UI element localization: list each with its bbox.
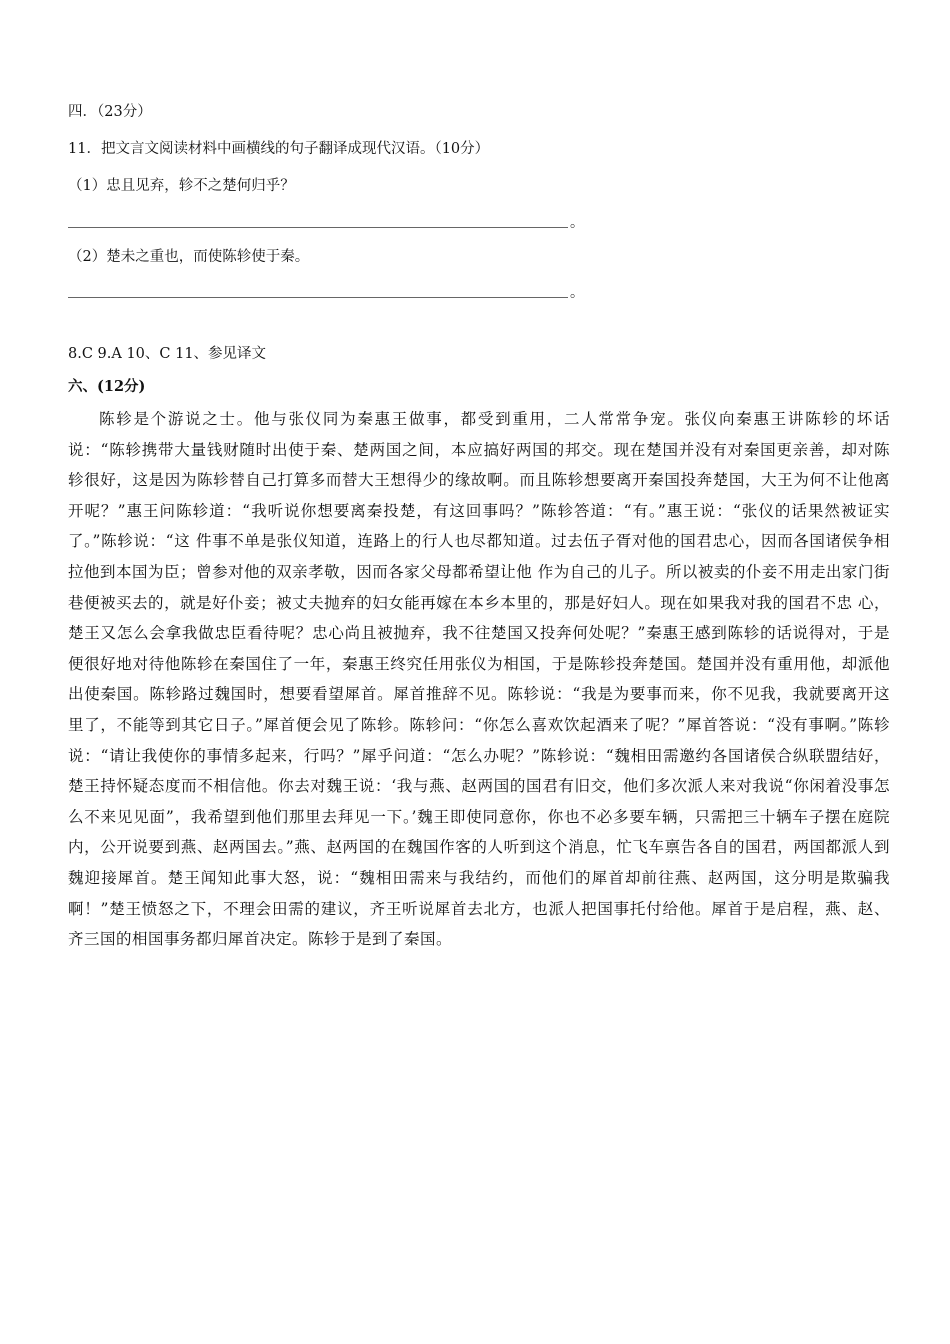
question-11-sub1: （1）忠且见弃，轸不之楚何归乎？ bbox=[68, 178, 295, 194]
section6-heading: 六、(12分) bbox=[68, 378, 146, 395]
blank-2-period: 。 bbox=[570, 285, 584, 301]
section4-heading: 四．（23分） bbox=[68, 104, 152, 120]
question-11: 11．把文言文阅读材料中画横线的句子翻译成现代汉语。（10分） bbox=[68, 141, 490, 157]
answer-blank-2[interactable] bbox=[68, 297, 568, 298]
translation-paragraph: 陈轸是个游说之士。他与张仪同为秦惠王做事，都受到重用，二人常常争宠。张仪向秦惠王讲陈轸的坏话说：“陈轸携带大量钱财随时出使于秦、楚两国之间，本应搞好两国的邦交。现在楚国并没有对秦国更亲善，却对陈轸很好，这是因为陈轸替自己打算多而替大王想得少的缘故啊。而且陈轸想要离开秦国投奔楚国，大王为何不让他离开呢？”惠王问陈轸道：“我听说你想要离秦投楚，有这回事吗？”陈轸答道：“有。”惠王说：“张仪的话果然被证实了。”陈轸说：“这 件事不单是张仪知道，连路上的行人也尽都知道。过去伍子胥对他的国君忠心，因而各国诸侯争相拉他到本国为臣；曾参对他的双亲孝敬，因而各家父母都希望让他 作为自己的儿子。所以被卖的仆妾不用走出家门街巷便被买去的，就是好仆妾；被丈夫抛弃的妇女能再嫁在本乡本里的，那是好妇人。现在如果我对我的国君不忠 心，楚王又怎么会拿我做忠臣看待呢？忠心尚且被抛弃，我不往楚国又投奔何处呢？”秦惠王感到陈轸的话说得对，于是便很好地对待他陈轸在秦国住了一年，秦惠王终究任用张仪为相国，于是陈轸投奔楚国。楚国并没有重用他，却派他出使秦国。陈轸路过魏国时，想要看望犀首。犀首推辞不见。陈轸说：“我是为要事而来，你不见我，我就要离开这里了，不能等到其它日子。”犀首便会见了陈轸。陈轸问：“你怎么喜欢饮起酒来了呢？”犀首答说：“没有事啊。”陈轸说：“请让我使你的事情多起来，行吗？”犀乎问道：“怎么办呢？”陈轸说：“魏相田需邀约各国诸侯合纵联盟结好，楚王持怀疑态度而不相信他。你去对魏王说：‘我与燕、赵两国的国君有旧交，他们多次派人来对我说“你闲着没事怎么不来见见面”，我希望到他们那里去拜见一下。’魏王即使同意你，你也不必多要车辆，只需把三十辆车子摆在庭院内，公开说要到燕、赵两国去。”燕、赵两国的在魏国作客的人听到这个消息，忙飞车禀告各自的国君，两国都派人到魏迎接犀首。楚王闻知此事大怒，说：“魏相田需来与我结约，而他们的犀首却前往燕、赵两国，这分明是欺骗我啊！”楚王愤怒之下，不理会田需的建议，齐王听说犀首去北方，也派人把国事托付给他。犀首于是启程，燕、赵、齐三国的相国事务都归犀首决定。陈轸于是到了秦国。 bbox=[68, 410, 890, 949]
answer-blank-1[interactable] bbox=[68, 227, 568, 228]
blank-1-period: 。 bbox=[570, 215, 584, 231]
question-11-sub2: （2）楚未之重也，而使陈轸使于秦。 bbox=[68, 249, 310, 265]
answer-key: 8.C 9.A 10、C 11、参见译文 bbox=[68, 346, 267, 362]
